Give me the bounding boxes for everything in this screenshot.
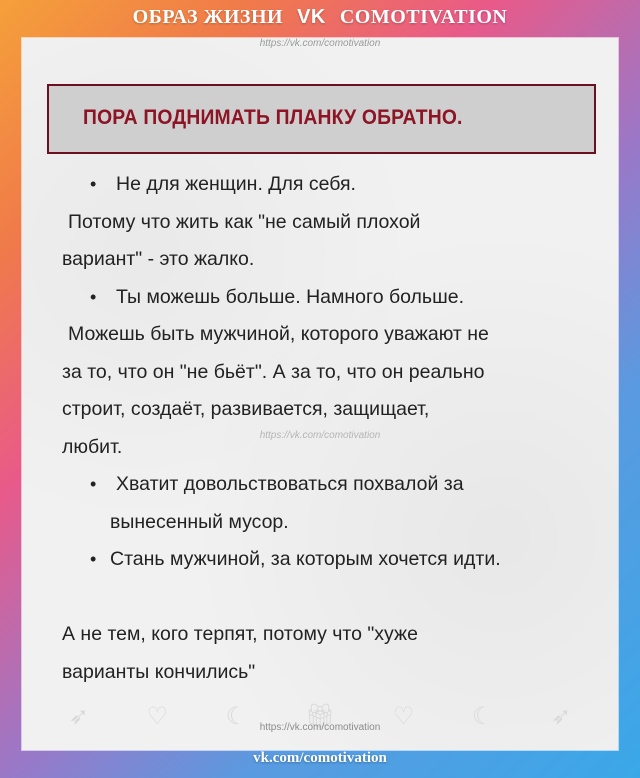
line-text: варианты кончились" — [62, 660, 256, 683]
vk-logo-icon: VK — [297, 5, 326, 28]
line-text: Стань мужчиной, за которым хочется идти. — [110, 548, 501, 570]
line-text: А не тем, кого терпят, потому что "хуже — [62, 623, 418, 645]
text-line — [62, 504, 582, 542]
top-url: https://vk.com/comotivation — [259, 38, 381, 49]
text-line — [62, 654, 582, 692]
top-brand-bar — [0, 4, 640, 30]
brand-right-text: COMOTIVATION — [339, 5, 508, 28]
bullet-icon: • — [90, 474, 97, 494]
line-text: Можешь быть мужчиной, которого уважают не — [68, 323, 489, 345]
text-line — [62, 316, 582, 354]
title-box — [47, 84, 596, 154]
text-line — [62, 354, 582, 392]
watermark-url: https://vk.com/comotivation — [259, 430, 381, 441]
text-line — [62, 241, 582, 279]
text-line — [62, 391, 582, 429]
text-line — [62, 579, 582, 617]
heart-icon: ♡ — [392, 702, 415, 730]
gift-icon: 🎁︎ — [304, 702, 336, 730]
page-title: ПОРА ПОДНИМАТЬ ПЛАНКУ ОБРАТНО. — [83, 106, 463, 129]
bullet-item — [62, 279, 582, 317]
bullet-item — [62, 466, 582, 504]
text-line — [62, 616, 582, 654]
line-text: вариант" - это жалко. — [62, 248, 255, 270]
lips-icon: ☾ — [225, 702, 248, 730]
text-line — [62, 204, 582, 242]
line-text: Потому что жить как "не самый плохой — [68, 210, 421, 233]
line-text: любит. — [62, 435, 123, 458]
arrow-heart-icon: ➶ — [551, 702, 572, 730]
line-text: строит, создаёт, развивается, защищает, — [62, 398, 430, 420]
bullet-item — [62, 541, 582, 579]
heart-icon: ♡ — [146, 702, 169, 730]
bullet-icon: • — [90, 549, 97, 569]
bullet-icon: • — [90, 174, 97, 194]
lips-icon: ☾ — [471, 702, 494, 730]
line-text: за то, что он "не бьёт". А за то, что он реально — [62, 360, 485, 383]
brand-left-text: ОБРАЗ ЖИЗНИ — [132, 5, 284, 28]
post-body — [62, 166, 582, 691]
line-text: Ты можешь больше. Намного больше. — [116, 285, 465, 308]
line-text: Не для женщин. Для себя. — [116, 173, 356, 195]
arrow-heart-icon: ➶ — [68, 702, 89, 730]
bullet-item — [62, 166, 582, 204]
line-text: Хватит довольствоваться похвалой за — [116, 473, 464, 495]
footer-brand: vk.com/comotivation — [253, 750, 387, 766]
line-text: вынесенный мусор. — [110, 510, 289, 533]
bullet-icon: • — [90, 286, 97, 307]
bottom-url: https://vk.com/comotivation — [259, 722, 381, 733]
